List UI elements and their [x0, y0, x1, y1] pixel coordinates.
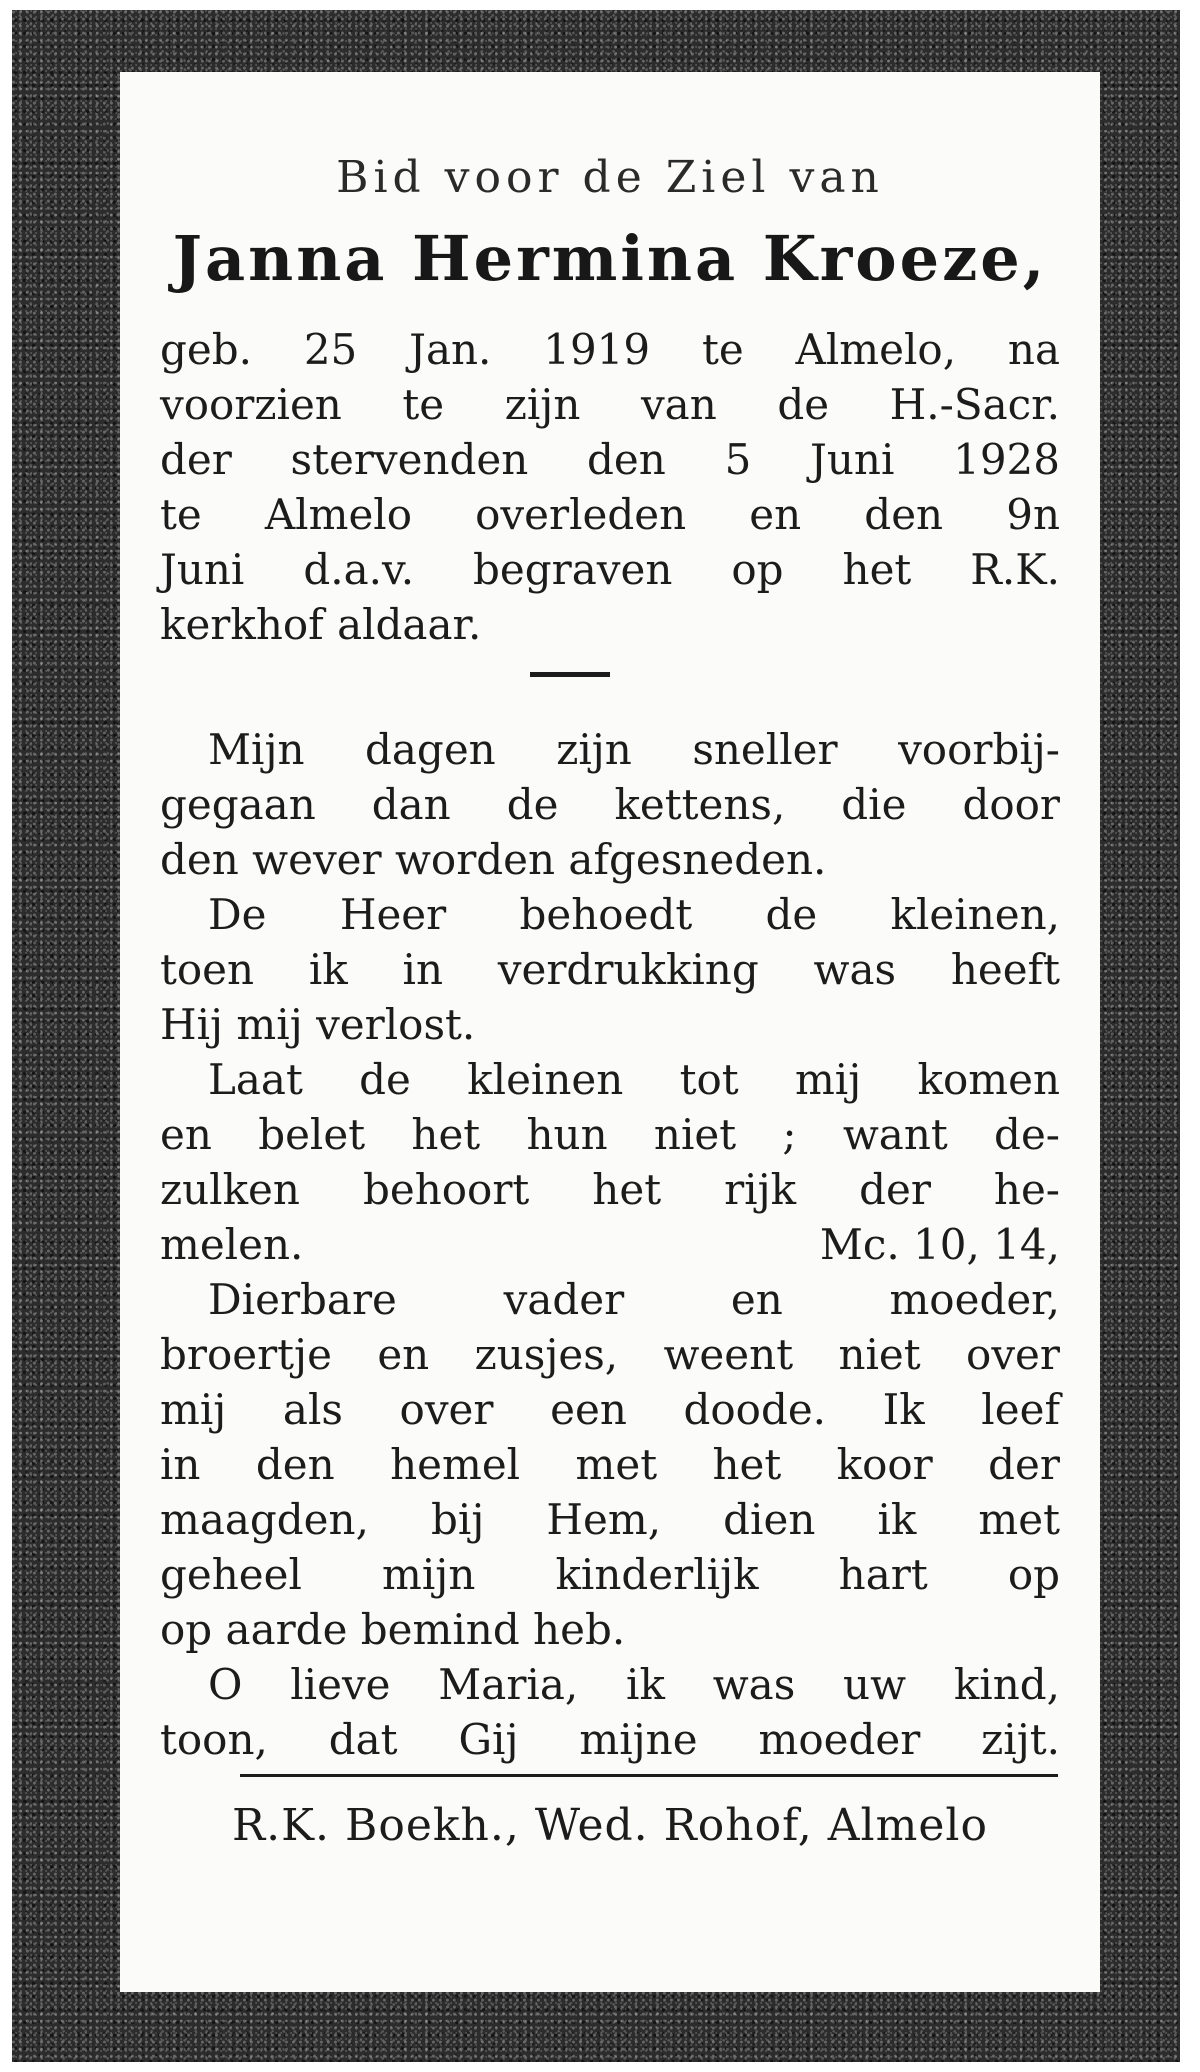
verse-line: toen ik in verdrukking was heeft — [160, 945, 1060, 994]
closing-line: in den hemel met het koor der — [160, 1440, 1060, 1489]
deceased-name: Janna Hermina Kroeze, — [172, 222, 1048, 295]
verse-line: Hij mij verlost. — [160, 1000, 476, 1049]
mourning-card — [120, 72, 1100, 1992]
verse-line: De Heer behoedt de kleinen, — [208, 890, 1060, 939]
verse-line: Laat de kleinen tot mij komen — [208, 1055, 1060, 1104]
closing-line: mij als over een doode. Ik leef — [160, 1385, 1060, 1434]
birth-line: kerkhof aldaar. — [160, 600, 482, 649]
printer-credit: R.K. Boekh., Wed. Rohof, Almelo — [232, 1800, 988, 1851]
verse-paragraph — [160, 722, 1060, 1767]
birth-line: der stervenden den 5 Juni 1928 — [160, 435, 1060, 484]
citation-line-text: melen. — [160, 1220, 304, 1269]
closing-line: geheel mijn kinderlijk hart op — [160, 1550, 1060, 1599]
closing-line: Dierbare vader en moeder, — [208, 1275, 1060, 1324]
birth-line: voorzien te zijn van de H.-Sacr. — [160, 380, 1060, 429]
verse-line: den wever worden afgesneden. — [160, 835, 827, 884]
card-heading: Bid voor de Ziel van — [336, 152, 884, 203]
birth-line: geb. 25 Jan. 1919 te Almelo, na — [160, 325, 1060, 374]
citation-line — [160, 1217, 1060, 1272]
birth-death-paragraph — [160, 322, 1060, 652]
verse-line: en belet het hun niet ; want de- — [160, 1110, 1060, 1159]
verse-line: Mijn dagen zijn sneller voorbij- — [208, 725, 1060, 774]
verse-line: gegaan dan de kettens, die door — [160, 780, 1060, 829]
verse-line: zulken behoort het rijk der he- — [160, 1165, 1060, 1214]
mourning-card-frame — [12, 10, 1180, 2062]
bible-citation: Mc. 10, 14, — [819, 1220, 1060, 1269]
closing-line: op aarde bemind heb. — [160, 1605, 626, 1654]
birth-line: Juni d.a.v. begraven op het R.K. — [160, 545, 1060, 594]
closing-line: maagden, bij Hem, dien ik met — [160, 1495, 1060, 1544]
closing-line: broertje en zusjes, weent niet over — [160, 1330, 1060, 1379]
short-divider — [530, 672, 610, 677]
closing-line: toon, dat Gij mijne moeder zijt. — [160, 1715, 1060, 1764]
footer-divider — [240, 1774, 1058, 1777]
closing-line: O lieve Maria, ik was uw kind, — [208, 1660, 1060, 1709]
birth-line: te Almelo overleden en den 9n — [160, 490, 1060, 539]
